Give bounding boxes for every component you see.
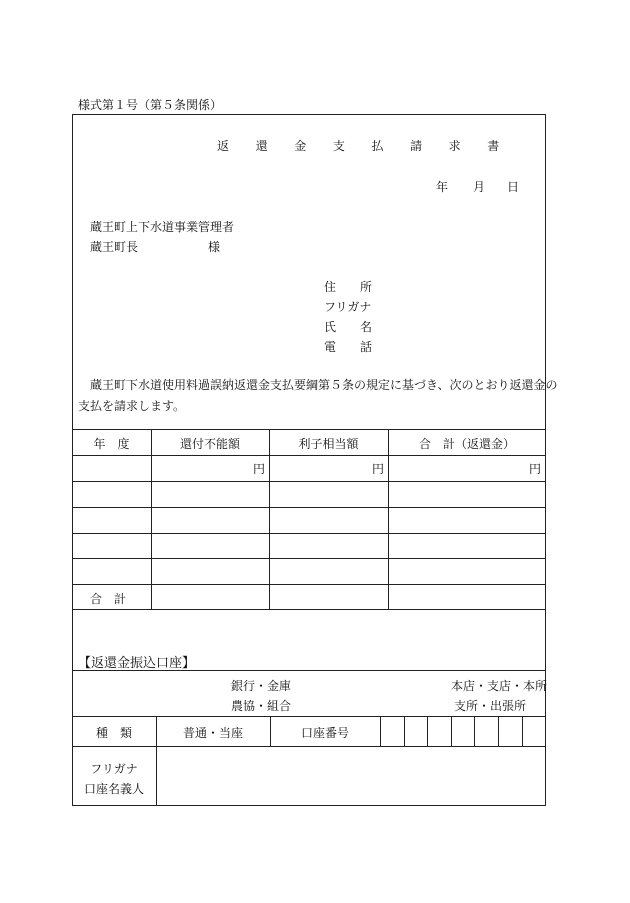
- date-day-label: 日: [507, 180, 520, 194]
- account-number-label: 口座番号: [300, 726, 349, 740]
- table-row-year-input[interactable]: [73, 456, 150, 480]
- date-year-label: 年: [436, 180, 449, 194]
- account-number-digit[interactable]: [381, 717, 403, 745]
- table-row-year-input[interactable]: [73, 482, 150, 506]
- header-year: 年 度: [93, 437, 130, 451]
- header-interest: 利子相当額: [298, 437, 359, 451]
- branch-types-2: 支所・出張所: [454, 699, 527, 713]
- addressee-line1: 蔵王町上下水道事業管理者: [90, 220, 235, 234]
- holder-name-input[interactable]: [157, 747, 545, 805]
- holder-furigana-label: フリガナ: [90, 762, 138, 776]
- account-number-digit[interactable]: [523, 717, 545, 745]
- holder-name-label: 口座名義人: [83, 782, 144, 796]
- account-number-digit[interactable]: [475, 717, 497, 745]
- table-row-year-input[interactable]: [73, 508, 150, 532]
- bank-types-1: 銀行・金庫: [231, 679, 292, 693]
- header-total: 合 計（返還金）: [418, 437, 515, 451]
- table-row-year-input[interactable]: [73, 534, 150, 557]
- account-number-digit[interactable]: [499, 717, 521, 745]
- bank-types-2: 農協・組合: [231, 699, 292, 713]
- body-text-line2: 支払を請求します。: [78, 399, 186, 413]
- account-type-options[interactable]: 普通・当座: [182, 726, 243, 740]
- applicant-name-label: 氏 名: [324, 320, 373, 334]
- yen-unit: 円: [252, 462, 265, 476]
- yen-unit: 円: [528, 462, 541, 476]
- applicant-furigana-label: フリガナ: [324, 300, 372, 314]
- body-text-line1: 蔵王町下水道使用料過誤納返還金支払要綱第５条の規定に基づき、次のとおり返還金の: [90, 378, 558, 392]
- header-unrefundable: 還付不能額: [179, 437, 240, 451]
- addressee-honorific: 様: [208, 240, 221, 254]
- account-number-digit[interactable]: [452, 717, 473, 745]
- addressee-line2: 蔵王町長: [90, 240, 139, 254]
- account-number-digit[interactable]: [405, 717, 426, 745]
- account-section-title: 【返還金振込口座】: [78, 656, 196, 671]
- form-title: 返 還 金 支 払 請 求 書: [217, 139, 511, 153]
- form-number: 様式第１号（第５条関係）: [78, 98, 223, 112]
- applicant-address-label: 住 所: [324, 280, 373, 294]
- account-number-digit[interactable]: [428, 717, 450, 745]
- account-type-label: 種 類: [95, 726, 132, 740]
- total-row-label: 合 計: [90, 592, 127, 606]
- yen-unit: 円: [371, 462, 384, 476]
- applicant-phone-label: 電 話: [324, 340, 373, 354]
- date-month-label: 月: [473, 180, 486, 194]
- branch-types-1: 本店・支店・本所: [451, 679, 548, 693]
